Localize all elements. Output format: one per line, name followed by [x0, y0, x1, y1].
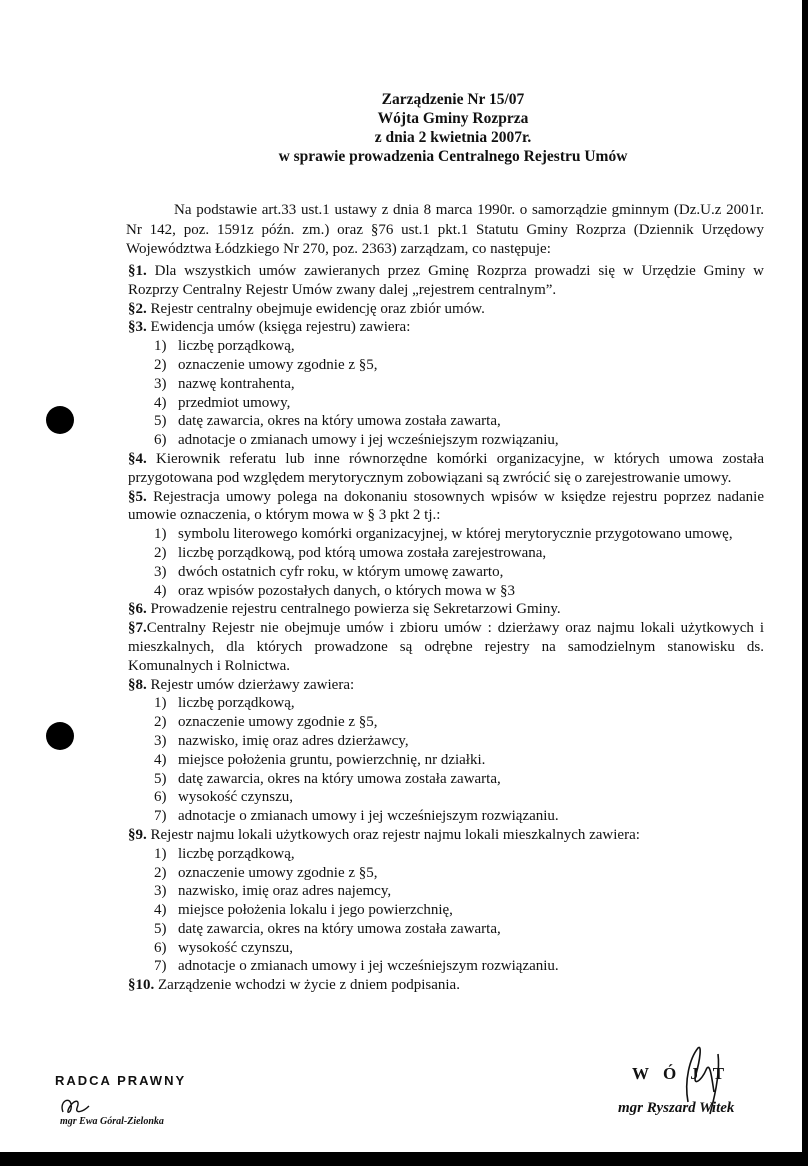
list-item-number: 3) [154, 375, 167, 392]
paragraph-label: §7. [128, 620, 147, 637]
list-item-number: 5) [154, 413, 167, 430]
paragraph-2 [128, 300, 764, 319]
document-title [0, 90, 808, 166]
paragraph-text: Kierownik referatu lub inne równorzędne komórki organizacyjne, w których umowa została przygotowana pod względem merytorycznym zobowiązani są zwrócić się o zarejestrowanie umowy. [128, 450, 764, 486]
list-item [128, 751, 764, 770]
paragraph-label: §2. [128, 300, 147, 317]
list-item-text: nazwę kontrahenta, [178, 375, 295, 392]
list-item-text: liczbę porządkową, [178, 845, 295, 862]
list-item-number: 3) [154, 563, 167, 580]
scan-edge-right [802, 0, 808, 1166]
list-item-number: 1) [154, 695, 167, 712]
list-item [128, 864, 764, 883]
list-item [128, 563, 764, 582]
paragraph-5 [128, 488, 764, 526]
title-line: Zarządzenie Nr 15/07 [381, 91, 525, 108]
list-item-number: 6) [154, 432, 167, 449]
paragraph-9 [128, 826, 764, 845]
list-item-text: dwóch ostatnich cyfr roku, w którym umowę zawarto, [178, 563, 504, 580]
list-item-text: miejsce położenia gruntu, powierzchnię, nr działki. [178, 751, 486, 768]
list-item-number: 4) [154, 394, 167, 411]
list-item-number: 1) [154, 338, 167, 355]
list-item-text: adnotacje o zmianach umowy i jej wcześniejszym rozwiązaniu. [178, 808, 559, 825]
list-item [128, 337, 764, 356]
paragraph-label: §3. [128, 319, 147, 336]
title-line: z dnia 2 kwietnia 2007r. [374, 129, 532, 146]
list-item-text: wysokość czynszu, [178, 939, 293, 956]
list-item-number: 1) [154, 845, 167, 862]
paragraph-9-list [128, 845, 764, 977]
list-item-number: 2) [154, 544, 167, 561]
list-item [128, 525, 764, 544]
list-item-number: 2) [154, 714, 167, 731]
list-item-text: datę zawarcia, okres na który umowa została zawarta, [178, 413, 501, 430]
list-item [128, 694, 764, 713]
list-item-number: 3) [154, 732, 167, 749]
list-item-number: 2) [154, 356, 167, 373]
list-item [128, 713, 764, 732]
list-item-text: adnotacje o zmianach umowy i jej wcześniejszym rozwiązaniu. [178, 958, 559, 975]
radca-name: mgr Ewa Góral-Zielonka [60, 1116, 164, 1127]
paragraph-text: Ewidencja umów (księga rejestru) zawiera: [146, 319, 411, 336]
paragraph-text: Rejestr centralny obejmuje ewidencję oraz zbiór umów. [146, 300, 485, 317]
wojt-name: mgr Ryszard Witek [618, 1100, 735, 1116]
list-item-text: oznaczenie umowy zgodnie z §5, [178, 356, 378, 373]
paragraph-label: §9. [128, 826, 147, 843]
list-item-number: 2) [154, 864, 167, 881]
list-item-number: 6) [154, 939, 167, 956]
paragraph-3 [128, 318, 764, 337]
list-item [128, 375, 764, 394]
list-item-number: 4) [154, 751, 167, 768]
list-item-text: datę zawarcia, okres na który umowa została zawarta, [178, 770, 501, 787]
list-item-number: 1) [154, 526, 167, 543]
paragraph-text: Dla wszystkich umów zawieranych przez Gminę Rozprza prowadzi się w Urzędzie Gminy w Rozprzy Centralny Rejestr Umów zwany dalej „rejestrem centralnym”. [128, 263, 764, 298]
paragraph-10 [128, 976, 764, 995]
list-item-text: wysokość czynszu, [178, 789, 293, 806]
punch-hole [46, 406, 74, 434]
list-item-text: przedmiot umowy, [178, 394, 291, 411]
list-item-text: miejsce położenia lokalu i jego powierzchnię, [178, 902, 453, 919]
title-line: w sprawie prowadzenia Centralnego Rejestru Umów [278, 148, 628, 165]
paragraph-label: §8. [128, 676, 147, 693]
list-item [128, 356, 764, 375]
list-item-number: 6) [154, 789, 167, 806]
list-item-text: adnotacje o zmianach umowy i jej wcześniejszym rozwiązaniu, [178, 432, 559, 449]
list-item [128, 807, 764, 826]
list-item-number: 4) [154, 902, 167, 919]
list-item [128, 770, 764, 789]
paragraph-text: Zarządzenie wchodzi w życie z dniem podpisania. [154, 977, 460, 994]
paragraph-label: §1. [128, 263, 147, 279]
list-item-text: oznaczenie umowy zgodnie z §5, [178, 864, 378, 881]
list-item-text: symbolu literowego komórki organizacyjnej, w której merytorycznie przygotowano umowę, [178, 526, 733, 543]
paragraph-5-list [128, 525, 764, 600]
paragraph-3-list [128, 337, 764, 450]
list-item [128, 732, 764, 751]
document-body [128, 262, 764, 995]
list-item [128, 882, 764, 901]
list-item [128, 845, 764, 864]
list-item-number: 5) [154, 770, 167, 787]
paragraph-8 [128, 676, 764, 695]
list-item-number: 5) [154, 920, 167, 937]
list-item-text: nazwisko, imię oraz adres najemcy, [178, 883, 392, 900]
list-item-text: datę zawarcia, okres na który umowa została zawarta, [178, 920, 501, 937]
list-item-text: liczbę porządkową, pod którą umowa została zarejestrowana, [178, 544, 547, 561]
wojt-label: WÓJT [632, 1064, 739, 1083]
list-item-number: 4) [154, 582, 167, 599]
list-item-number: 3) [154, 883, 167, 900]
list-item-number: 7) [154, 808, 167, 825]
list-item [128, 957, 764, 976]
paragraph-text: Rejestr umów dzierżawy zawiera: [146, 676, 355, 693]
list-item-text: oznaczenie umowy zgodnie z §5, [178, 714, 378, 731]
paragraph-text: Prowadzenie rejestru centralnego powierza się Sekretarzowi Gminy. [146, 601, 561, 618]
paragraph-1 [128, 262, 764, 300]
list-item-text: liczbę porządkową, [178, 695, 295, 712]
intro-paragraph: Na podstawie art.33 ust.1 ustawy z dnia 8 marca 1990r. o samorządzie gminnym (Dz.U.z 2001r. Nr 142, poz. 1591z późn. zm.) oraz §76 ust.1 pkt.1 Statutu Gminy Rozprza (Dziennik Urzędowy Województwa Łódzkiego Nr 270, poz. 2363) zarządzam, co następuje: [126, 202, 764, 257]
paragraph-text: Rejestr najmu lokali użytkowych oraz rejestr najmu lokali mieszkalnych zawiera: [146, 826, 640, 843]
list-item-text: nazwisko, imię oraz adres dzierżawcy, [178, 732, 409, 749]
paragraph-label: §4. [128, 450, 147, 467]
paragraph-6 [128, 600, 764, 619]
punch-hole [46, 722, 74, 750]
list-item-number: 7) [154, 958, 167, 975]
list-item-text: oraz wpisów pozostałych danych, o których mowa w §3 [178, 582, 516, 599]
paragraph-label: §10. [128, 977, 155, 994]
list-item-text: liczbę porządkową, [178, 338, 295, 355]
list-item [128, 901, 764, 920]
paragraph-text: Centralny Rejestr nie obejmuje umów i zbioru umów : dzierżawy oraz najmu lokali użytkowych i mieszkalnych, dla których prowadzone są odrębne rejestry na samodzielnym stanowisku ds. Komunalnych i Rolnictwa. [128, 620, 764, 674]
paragraph-label: §6. [128, 601, 147, 618]
scan-edge-bottom [0, 1152, 808, 1166]
list-item [128, 582, 764, 601]
paragraph-8-list [128, 694, 764, 826]
list-item [128, 939, 764, 958]
paragraph-label: §5. [128, 488, 147, 505]
paragraph-text: Rejestracja umowy polega na dokonaniu stosownych wpisów w księdze rejestru poprzez nadanie umowie oznaczenia, o którym mowa w § 3 pkt 2 tj.: [128, 488, 764, 524]
list-item [128, 788, 764, 807]
radca-prawny-stamp: RADCA PRAWNY [55, 1073, 187, 1088]
list-item [128, 394, 764, 413]
list-item [128, 544, 764, 563]
list-item [128, 412, 764, 431]
list-item [128, 431, 764, 450]
title-line: Wójta Gminy Rozprza [377, 110, 529, 127]
list-item [128, 920, 764, 939]
paragraph-4 [128, 450, 764, 488]
paragraph-7 [128, 619, 764, 675]
